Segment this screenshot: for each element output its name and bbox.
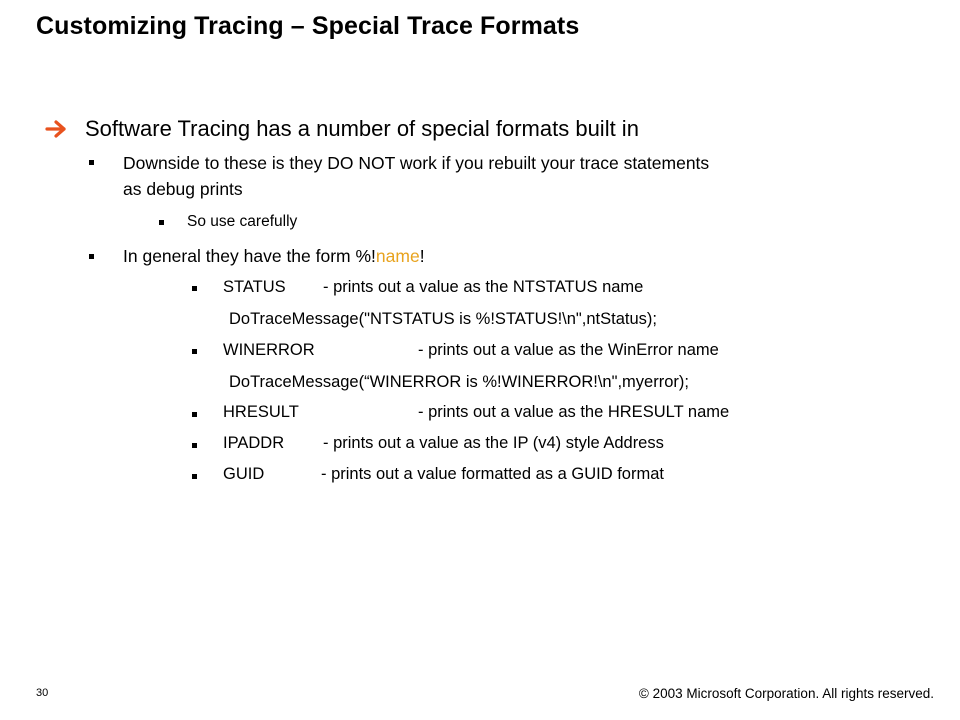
downside-text-line1: Downside to these is they DO NOT work if you rebuilt your trace statements [123, 153, 710, 173]
format-desc: - prints out a value as the HRESULT name [418, 403, 730, 421]
format-desc: - prints out a value as the NTSTATUS name [323, 278, 644, 296]
format-name: GUID [223, 465, 265, 483]
format-desc: - prints out a value as the IP (v4) style Address [323, 434, 664, 452]
square-bullet-icon [159, 220, 164, 225]
square-bullet-icon [192, 443, 197, 448]
form-name-highlight: name [375, 246, 420, 266]
format-hresult [223, 403, 729, 422]
format-name: HRESULT [223, 403, 299, 421]
slide-title: Customizing Tracing – Special Trace Formats [36, 12, 580, 40]
copyright-notice: © 2003 Microsoft Corporation. All rights reserved. [638, 686, 934, 701]
form-prefix: In general they have the form %! [123, 246, 376, 266]
format-winerror [223, 341, 719, 360]
format-name: WINERROR [223, 341, 315, 359]
square-bullet-icon [192, 286, 197, 291]
status-example: DoTraceMessage("NTSTATUS is %!STATUS!\n",ntStatus); [229, 310, 657, 328]
format-ipaddr [223, 434, 664, 453]
square-bullet-icon [89, 160, 94, 165]
square-bullet-icon [192, 474, 197, 479]
format-name: STATUS [223, 278, 286, 296]
square-bullet-icon [192, 349, 197, 354]
format-guid [223, 465, 664, 484]
main-bullet-text: Software Tracing has a number of special formats built in [85, 116, 639, 141]
downside-text-line2: as debug prints [123, 179, 243, 199]
caution-text: So use carefully [187, 213, 298, 230]
format-status [223, 278, 643, 297]
page-number: 30 [36, 687, 49, 699]
form-suffix: ! [419, 246, 425, 266]
format-name: IPADDR [223, 434, 285, 452]
format-desc: - prints out a value as the WinError name [418, 341, 719, 359]
square-bullet-icon [89, 254, 94, 259]
right-arrow-icon [44, 118, 70, 140]
square-bullet-icon [192, 412, 197, 417]
form-text [123, 246, 425, 267]
format-desc: - prints out a value formatted as a GUID format [321, 465, 664, 483]
winerror-example: DoTraceMessage(“WINERROR is %!WINERROR!\n",myerror); [229, 373, 689, 391]
